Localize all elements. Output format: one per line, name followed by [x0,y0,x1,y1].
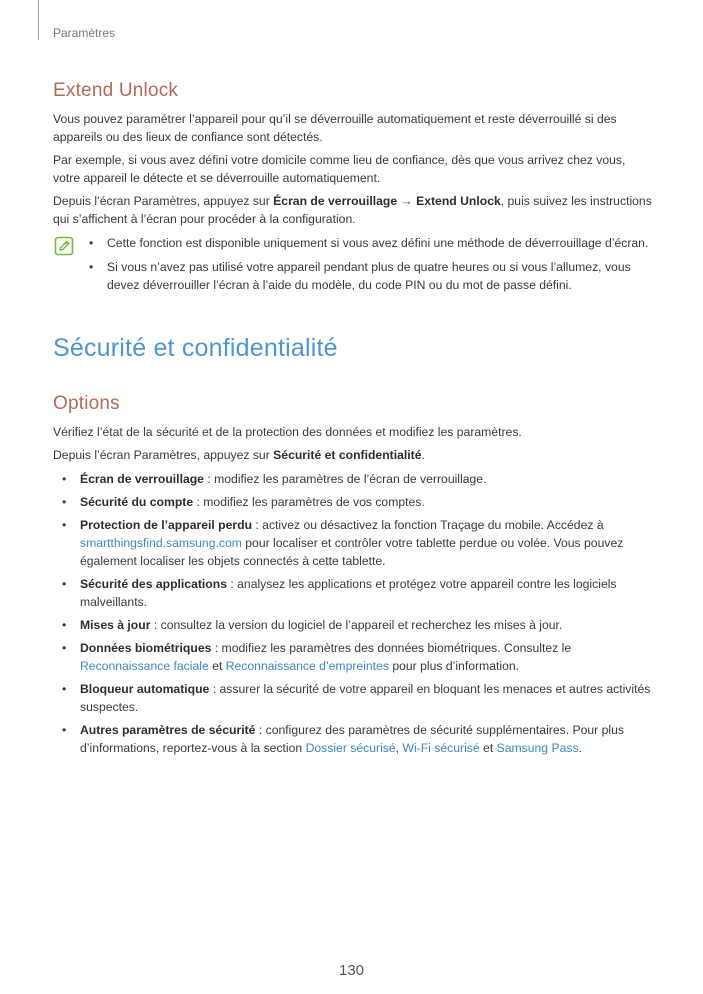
secure-folder-link[interactable]: Dossier sécurisé [305,741,396,755]
extend-unlock-paragraph-1: Vous pouvez paramétrer l’appareil pour qu’il se déverrouille automatiquement et reste déverrouillé si des appareils ou des lieux de confiance sont détectés. [53,112,617,144]
text: Depuis l’écran Paramètres, appuyez sur [53,194,274,208]
page-margin-rule [38,0,39,40]
option-desc: et [208,659,226,673]
note-box [53,234,653,294]
option-term: Autres paramètres de sécurité [80,723,256,737]
fingerprint-recognition-link[interactable]: Reconnaissance d’empreintes [225,659,389,673]
extend-unlock-paragraph-3 [53,192,653,228]
option-item [53,516,653,570]
option-desc: : modifiez les paramètres des données biométriques. Consultez le [211,641,572,655]
option-desc: et [479,741,497,755]
option-item [53,639,653,675]
arrow-text: → [397,194,417,208]
smartthingsfind-link[interactable]: smartthingsfind.samsung.com [80,536,242,550]
option-item [53,721,653,757]
option-desc: : modifiez les paramètres de vos comptes. [193,495,425,509]
option-desc: pour plus d’information. [388,659,520,673]
options-list [53,470,653,757]
option-item [53,575,653,611]
option-desc: : activez ou désactivez la fonction Traçage du mobile. Accédez à [252,518,604,532]
note-item: • Cette fonction est disponible uniquement si vous avez défini une méthode de déverrouillage d’écran. [83,234,653,252]
menu-path-lock-screen: Écran de verrouillage [273,194,398,208]
note-pencil-icon [54,236,74,256]
menu-path-extend-unlock: Extend Unlock [416,194,501,208]
note-item: • Si vous n’avez pas utilisé votre appareil pendant plus de quatre heures ou si vous l’allumez, vous devez déverrouiller l’écran à l’aide du modèle, du code PIN ou du mot de passe défini. [83,258,653,294]
page-number: 130 [338,962,365,979]
option-term: Données biométriques [80,641,212,655]
samsung-pass-link[interactable]: Samsung Pass [496,741,579,755]
text: Depuis l’écran Paramètres, appuyez sur [53,448,274,462]
secure-wifi-link[interactable]: Wi-Fi sécurisé [402,741,480,755]
option-term: Écran de verrouillage [80,472,204,486]
options-intro: Vérifiez l’état de la sécurité et de la protection des données et modifiez les paramètres. [53,425,522,439]
option-desc: . [578,741,582,755]
extend-unlock-paragraph-2: Par exemple, si vous avez défini votre domicile comme lieu de confiance, dès que vous arrivez chez vous, votre appareil le détecte et se déverrouille automatiquement. [53,153,626,185]
options-path [53,446,653,464]
section-title-options: Options [53,393,120,414]
option-term: Sécurité du compte [80,495,194,509]
option-term: Bloqueur automatique [80,682,210,696]
option-term: Mises à jour [80,618,151,632]
face-recognition-link[interactable]: Reconnaissance faciale [80,659,209,673]
option-item [53,680,653,716]
option-desc: pour localiser et contrôler votre tablette perdue ou volée. Vous pouvez également localiser les objets connectés à cette tablette. [80,536,624,568]
option-desc: : assurer la sécurité de votre appareil en bloquant les menaces et autres activités suspectes. [80,682,651,714]
note-list [83,234,653,294]
menu-path-security: Sécurité et confidentialité [273,448,422,462]
option-term: Sécurité des applications [80,577,227,591]
option-term: Protection de l’appareil perdu [80,518,253,532]
page-content [53,80,653,762]
text: , puis suivez les instructions qui s’affichent à l’écran pour procéder à la configuration. [53,194,652,226]
chapter-title: Sécurité et confidentialité [53,334,338,362]
section-title-extend-unlock: Extend Unlock [53,80,179,101]
option-desc: , [395,741,403,755]
option-item [53,470,653,488]
option-desc: : consultez la version du logiciel de l’appareil et recherchez les mises à jour. [150,618,563,632]
text: . [421,448,425,462]
option-desc: : modifiez les paramètres de l’écran de verrouillage. [203,472,487,486]
option-item [53,493,653,511]
option-desc: : configurez des paramètres de sécurité supplémentaires. Pour plus d’informations, reportez-vous à la section [80,723,624,755]
option-desc: : analysez les applications et protégez votre appareil contre les logiciels malveillants. [80,577,617,609]
option-item [53,616,653,634]
running-header: Paramètres [53,26,116,40]
